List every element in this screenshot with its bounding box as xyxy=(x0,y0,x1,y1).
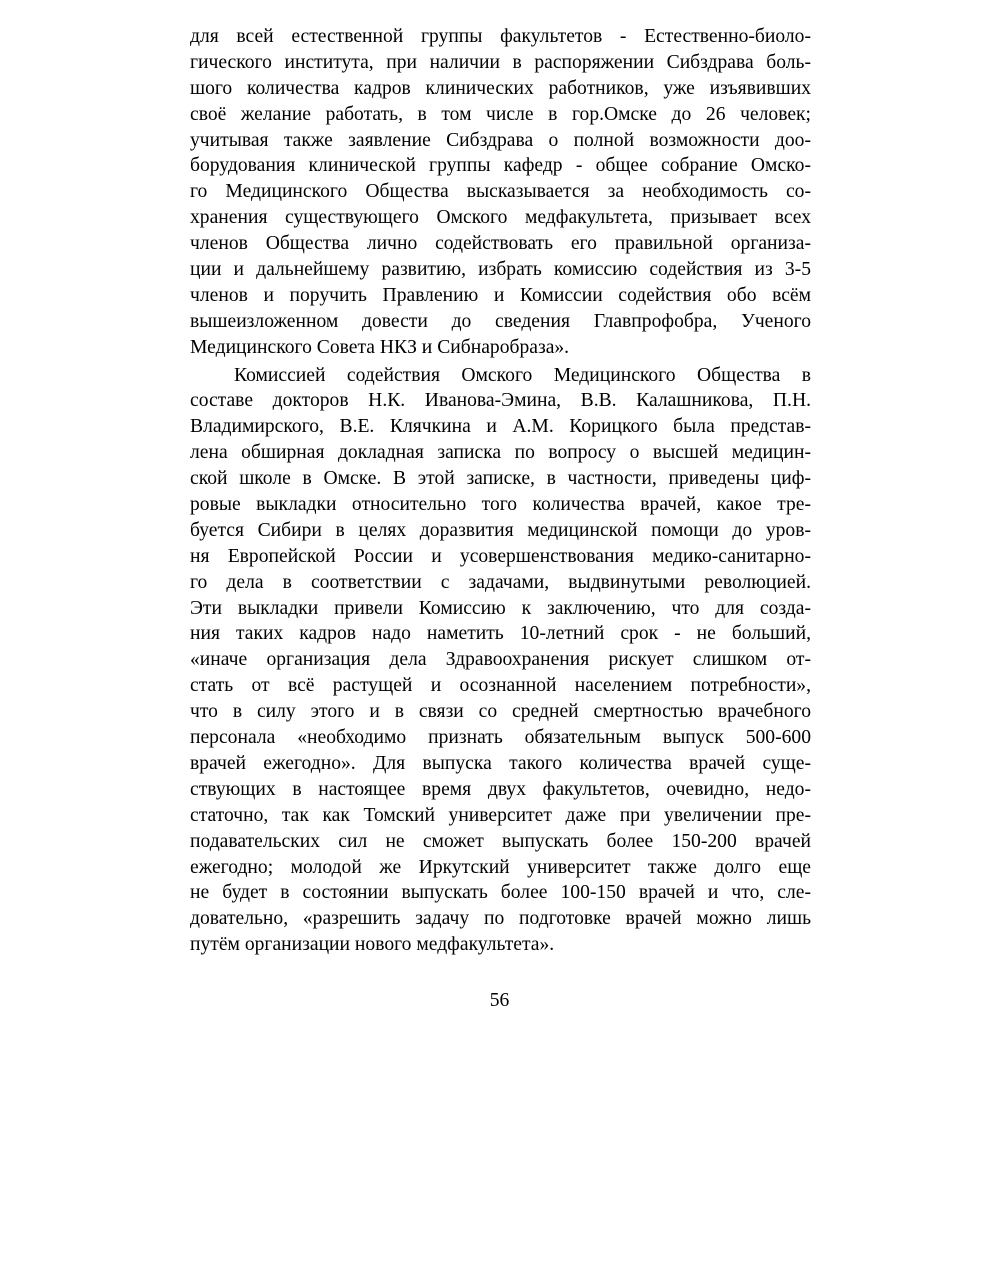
text-line: лена обширная докладная записка по вопросу о высшей медицин- xyxy=(190,442,811,464)
page-body-text xyxy=(190,24,811,958)
text-line: борудования клинической группы кафедр - общее собрание Омско- xyxy=(190,155,811,177)
text-line: членов Общества лично содействовать его правильной организа- xyxy=(190,233,811,255)
text-line: ской школе в Омске. В этой записке, в частности, приведены циф- xyxy=(190,468,811,490)
text-line: подавательских сил не сможет выпускать более 150-200 врачей xyxy=(190,830,811,852)
text-line: хранения существующего Омского медфакультета, призывает всех xyxy=(190,207,811,229)
text-line: Владимирского, В.Е. Клячкина и А.М. Корицкого была представ- xyxy=(190,416,811,438)
page-number: 56 xyxy=(489,990,510,1011)
text-line: Комиссией содействия Омского Медицинского Общества в xyxy=(234,364,811,386)
text-line: что в силу этого и в связи со средней смертностью врачебного xyxy=(190,701,811,723)
text-line: путём организации нового медфакультета». xyxy=(190,934,555,956)
text-line: своё желание работать, в том числе в гор.Омске до 26 человек; xyxy=(190,103,811,125)
text-line: буется Сибири в целях доразвития медицинской помощи до уров- xyxy=(190,519,811,541)
text-line: го дела в соответствии с задачами, выдвинутыми революцией. xyxy=(190,571,811,593)
text-line: ния таких кадров надо наметить 10-летний срок - не больший, xyxy=(190,623,811,645)
text-line: го Медицинского Общества высказывается за необходимость со- xyxy=(190,181,811,203)
text-line: Эти выкладки привели Комиссию к заключению, что для созда- xyxy=(190,597,811,619)
text-line: учитывая также заявление Сибздрава о полной возможности доо- xyxy=(190,129,811,151)
text-line: стать от всё растущей и осознанной населением потребности», xyxy=(190,675,811,697)
text-line: не будет в состоянии выпускать более 100-150 врачей и что, сле- xyxy=(190,882,811,904)
text-line: ствующих в настоящее время двух факультетов, очевидно, недо- xyxy=(190,778,811,800)
text-line: шого количества кадров клинических работников, уже изъявивших xyxy=(190,77,811,99)
text-line: ежегодно; молодой же Иркутский университет также долго еще xyxy=(190,856,811,878)
text-line: членов и поручить Правлению и Комиссии содействия обо всём xyxy=(190,284,811,306)
text-line: Медицинского Совета НКЗ и Сибнаробраза». xyxy=(190,336,570,358)
text-line: «иначе организация дела Здравоохранения рискует слишком от- xyxy=(190,649,811,671)
text-line: ции и дальнейшему развитию, избрать комиссию содействия из 3-5 xyxy=(190,259,811,281)
text-line: врачей ежегодно». Для выпуска такого количества врачей суще- xyxy=(190,752,811,774)
text-line: для всей естественной группы факультетов - Естественно-биоло- xyxy=(190,26,811,47)
text-line: вышеизложенном довести до сведения Главпрофобра, Ученого xyxy=(190,310,811,332)
paragraph-1 xyxy=(190,24,811,361)
text-line: гического института, при наличии в распоряжении Сибздрава боль- xyxy=(190,51,811,73)
text-line: ня Европейской России и усовершенствования медико-санитарно- xyxy=(190,545,811,567)
text-line: статочно, так как Томский университет даже при увеличении пре- xyxy=(190,804,811,826)
paragraph-2 xyxy=(190,363,811,958)
text-line: персонала «необходимо признать обязательным выпуск 500-600 xyxy=(190,727,811,749)
text-line: составе докторов Н.К. Иванова-Эмина, В.В. Калашникова, П.Н. xyxy=(190,390,811,412)
text-line: ровые выкладки относительно того количества врачей, какое тре- xyxy=(190,494,811,516)
text-line: довательно, «разрешить задачу по подготовке врачей можно лишь xyxy=(190,908,811,930)
